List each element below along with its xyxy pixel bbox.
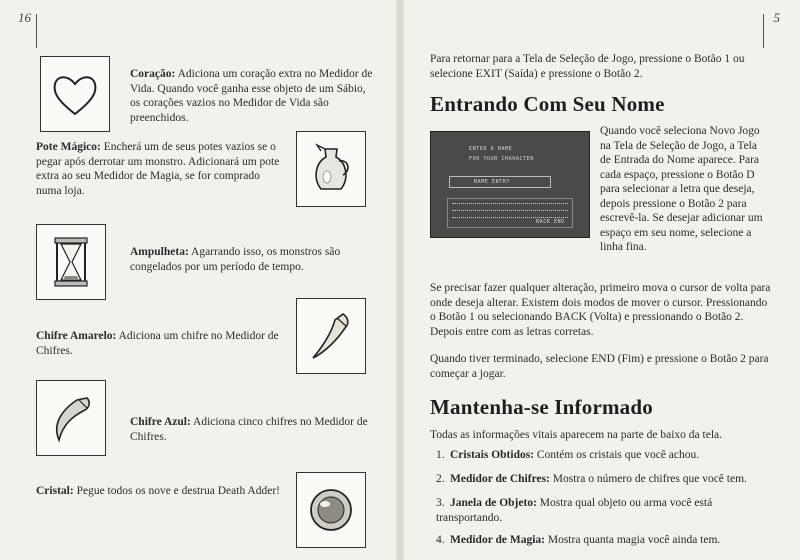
item-hourglass: Ampulheta: Agarrando isso, os monstros são congelados por um período de tempo. bbox=[130, 246, 341, 273]
blue-horn-icon bbox=[43, 388, 99, 448]
screen-letter-grid bbox=[447, 198, 573, 228]
screen-back-end: BACK END bbox=[536, 219, 565, 225]
screen-field-label: NAME ENTRY bbox=[474, 179, 511, 185]
heart-icon bbox=[47, 64, 103, 124]
yellow-horn-icon-box bbox=[296, 298, 366, 374]
yellow-horn-icon bbox=[303, 306, 359, 366]
item-heart: Coração: Adiciona um coração extra no Medidor de Vida. Quando você ganha esse objeto de um Sábio, os corações vazios no Medidor de Vida são preenchidos. bbox=[130, 68, 373, 124]
screen-name-field bbox=[449, 176, 551, 188]
item-crystal: Cristal: Pegue todos os nove e destrua Death Adder! bbox=[36, 485, 280, 497]
crystal-icon-box bbox=[296, 472, 366, 548]
list-item: 1. Cristais Obtidos: Contém os cristais que você achou. bbox=[436, 449, 700, 461]
magic-pot-icon bbox=[303, 139, 359, 199]
list-item: 4. Medidor de Magia: Mostra quanta magia você ainda tem. bbox=[436, 534, 721, 546]
item-magic-pot: Pote Mágico: Encherá um de seus potes vazios se o pegar após derrotar um monstro. Adicionará um pote extra ao seu Medidor de Magia, se for comprado numa loja. bbox=[36, 141, 280, 197]
heading-entering-name: Entrando Com Seu Nome bbox=[430, 92, 665, 116]
hourglass-icon-box bbox=[36, 224, 106, 300]
hourglass-icon bbox=[43, 232, 99, 292]
page-number-left: 16 bbox=[18, 10, 31, 25]
magic-pot-icon-box bbox=[296, 131, 366, 207]
name-entry-screenshot bbox=[430, 131, 590, 238]
item-blue-horn: Chifre Azul: Adiciona cinco chifres no Medidor de Chifres. bbox=[130, 416, 368, 443]
right-page bbox=[402, 0, 800, 560]
list-item: 3. Janela de Objeto: Mostra qual objeto ou arma você está transportando. bbox=[436, 497, 713, 524]
blue-horn-icon-box bbox=[36, 380, 106, 456]
correction-paragraph: Se precisar fazer qualquer alteração, primeiro mova o cursor de volta para onde deseja alterar. Existem dois modos de mover o cursor. Pressionando o Botão 1 ou selecionando BACK (Volta) e pressionando o Botão 2. Depois entre com as letras corretas. bbox=[430, 282, 771, 338]
finish-paragraph: Quando tiver terminado, selecione END (Fim) e pressione o Botão 2 para começar a jogar. bbox=[430, 353, 769, 380]
heart-icon-box bbox=[40, 56, 110, 132]
heading-stay-informed: Mantenha-se Informado bbox=[430, 395, 653, 419]
screen-line-1: ENTER A NAME bbox=[469, 146, 513, 152]
name-entry-description: Quando você seleciona Novo Jogo na Tela de Seleção de Jogo, a Tela de Entrada do Nome aparece. Para cada espaço, pressione o Botão D para selecionar a letra que deseja, depois pressione o Botão 2 para escrevê-la. Se desejar adicionar um espaço em seu nome, selecione a linha fina. bbox=[600, 125, 763, 253]
item-yellow-horn: Chifre Amarelo: Adiciona um chifre no Medidor de Chifres. bbox=[36, 330, 279, 357]
left-page bbox=[0, 0, 398, 560]
screen-line-2: FOR YOUR CHARACTER bbox=[469, 156, 534, 162]
crystal-icon bbox=[303, 480, 359, 540]
info-paragraph: Todas as informações vitais aparecem na parte de baixo da tela. bbox=[430, 429, 722, 441]
page-edge-line bbox=[36, 14, 37, 48]
intro-paragraph: Para retornar para a Tela de Seleção de Jogo, pressione o Botão 1 ou selecione EXIT (Saída) e pressione o Botão 2. bbox=[430, 53, 745, 80]
page-edge-line bbox=[763, 14, 764, 48]
list-item: 2. Medidor de Chifres: Mostra o número de chifres que você tem. bbox=[436, 473, 747, 485]
page-number-right: 5 bbox=[773, 10, 780, 25]
